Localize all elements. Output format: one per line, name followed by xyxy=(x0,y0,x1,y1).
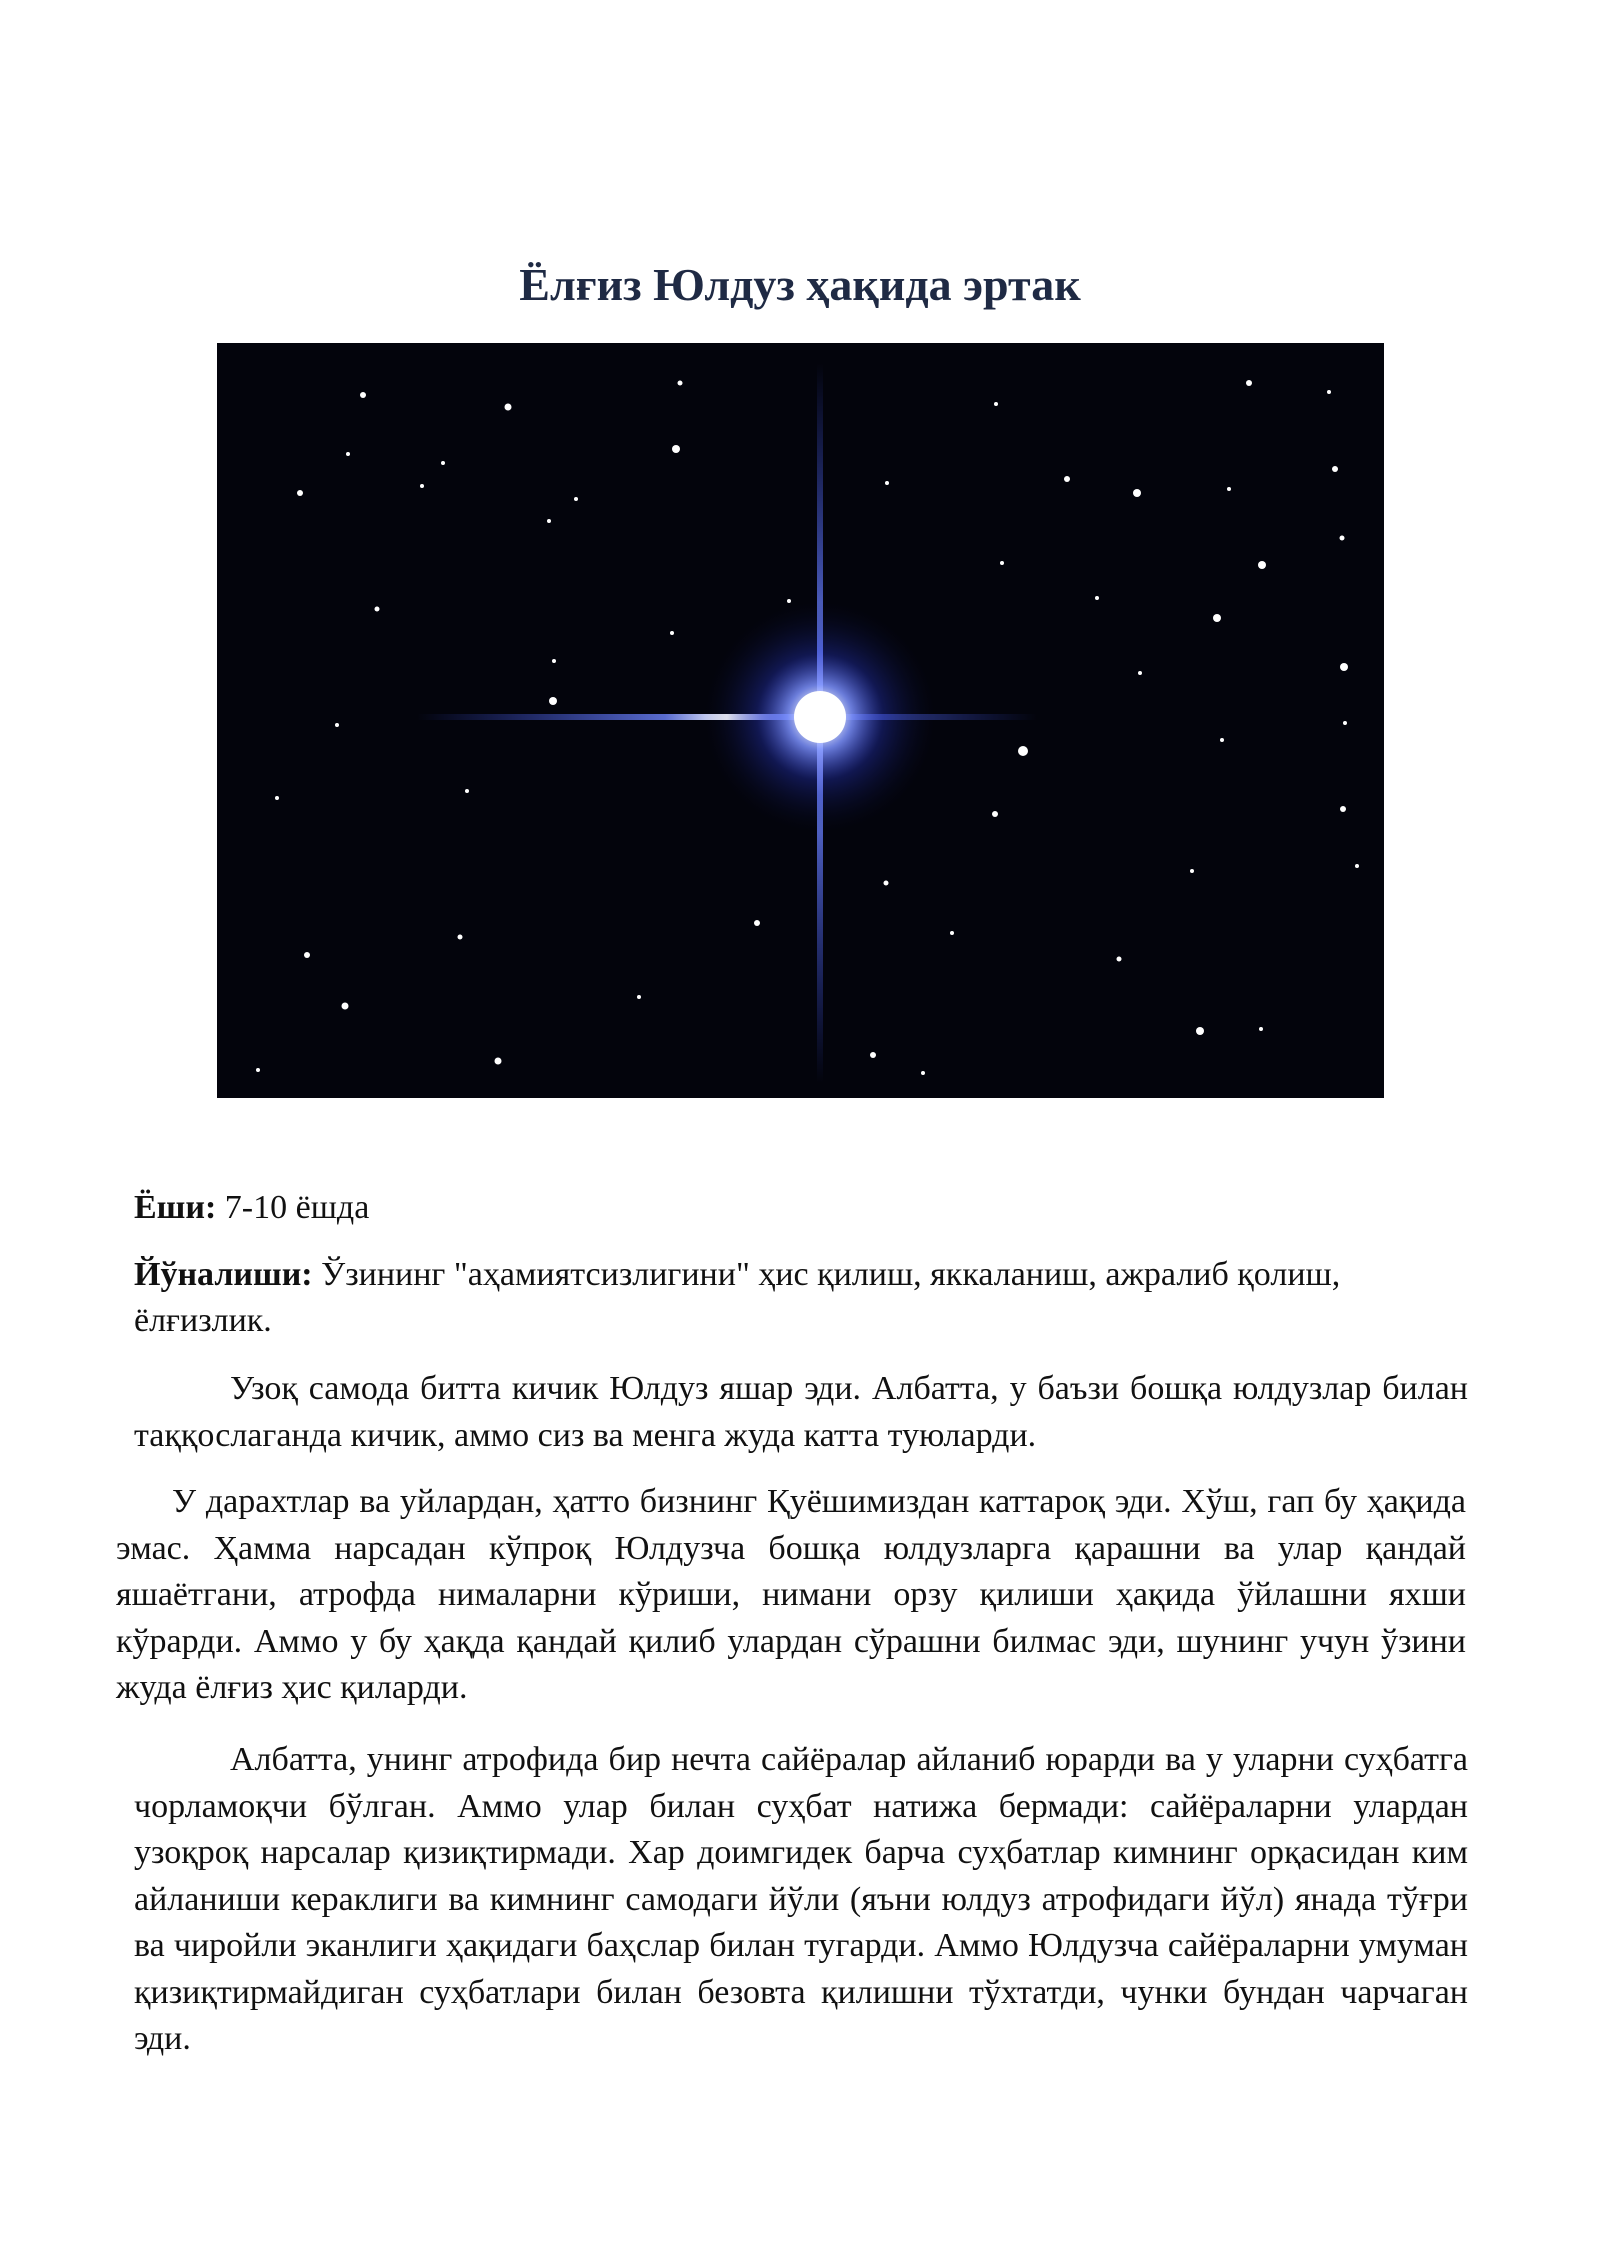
direction-line xyxy=(134,1252,1474,1344)
star-image xyxy=(217,343,1384,1098)
page-title: Ёлғиз Юлдуз ҳақида эртак xyxy=(519,259,1081,310)
star-core xyxy=(794,691,846,743)
age-label: Ёши: xyxy=(134,1189,217,1226)
story-paragraph-1: Узоқ самода битта кичик Юлдуз яшар эди. Албатта, у баъзи бошқа юлдузлар билан таққослаганда кичик, аммо сиз ва менга жуда катта туюларди. xyxy=(134,1370,1468,1454)
direction-value: Ўзининг "аҳамиятсизлигини" ҳис қилиш, яккаланиш, ажралиб қолиш, ёлғизлик. xyxy=(134,1256,1341,1339)
age-line xyxy=(134,1185,1474,1231)
story-paragraph-3: Албатта, унинг атрофида бир нечта сайёралар айланиб юрарди ва у уларни суҳбатга чорламоқчи бўлган. Аммо улар билан суҳбат натижа бермади: сайёраларни улардан узоқроқ нарсалар қизиқтирмади. Хар доимгидек барча суҳбатлар кимнинг орқасидан ким айланиши кераклиги ва кимнинг самодаги йўли (яъни юлдуз атрофидаги йўл) янада тўғри ва чиройли эканлиги ҳақидаги баҳслар билан тугарди. Аммо Юлдузча сайёраларни умуман қизиқтирмайдиган суҳбатлари билан безовта қилишни тўхтатди, чунки бундан чарчаган эди. xyxy=(134,1741,1468,2057)
story-paragraph-2: У дарахтлар ва уйлардан, ҳатто бизнинг Қуёшимиздан каттароқ эди. Хўш, гап бу ҳақида эмас. Ҳамма нарсадан кўпроқ Юлдузча бошқа юлдузларга қарашни ва улар қандай яшаётгани, атрофда нималарни кўриши, нимани орзу қилиши ҳақида ўйлашни яхши кўрарди. Аммо у бу ҳақда қандай қилиб улардан сўрашни билмас эди, шунинг учун ўзини жуда ёлғиз ҳис қиларди. xyxy=(116,1483,1466,1706)
direction-label: Йўналиши: xyxy=(134,1256,313,1293)
bright-blue-star-night-sky-image xyxy=(217,343,1384,1098)
age-value: 7-10 ёшда xyxy=(224,1189,370,1226)
